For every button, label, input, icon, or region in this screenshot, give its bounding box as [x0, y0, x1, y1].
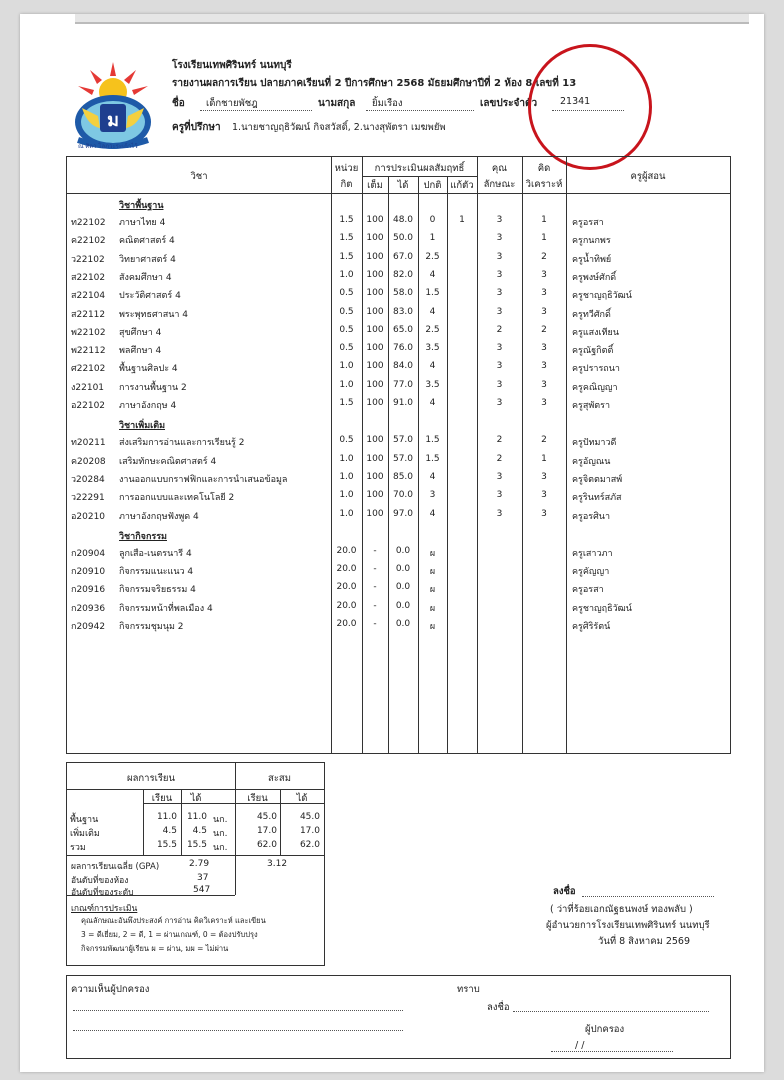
summary-title-accum: สะสม: [268, 773, 291, 784]
cell-got: 0.0: [395, 564, 411, 575]
rank-level-value: 547: [193, 885, 211, 895]
cell-normal: 2.5: [425, 251, 440, 262]
cell-code: ค22102: [71, 236, 106, 247]
name-value: เด็กชายพัชฎ: [206, 98, 258, 109]
cell-normal: 3: [429, 490, 436, 501]
cell-code: ว22102: [71, 254, 105, 265]
cell-name: การออกแบบและเทคโนโลยี 2: [119, 493, 235, 504]
cell-credit: 20.0: [336, 600, 357, 611]
cell-normal: ผ: [429, 567, 436, 578]
director-position: ผู้อำนวยการโรงเรียนเทพศิรินทร์ นนทบุรี: [546, 920, 710, 931]
cell-credit: 20.0: [336, 545, 357, 556]
parent-box: [66, 975, 731, 1059]
cell-name: เสริมทักษะคณิตศาสตร์ 4: [119, 456, 217, 467]
criteria-line-1: คุณลักษณะอันพึงประสงค์ การอ่าน คิดวิเคราะห์ และเขียน: [81, 916, 266, 925]
cell-got: 97.0: [392, 508, 414, 519]
parent-role: ผู้ปกครอง: [585, 1024, 625, 1035]
cell-normal: 4: [429, 471, 436, 482]
cell-teacher: ครูคัญญา: [572, 567, 610, 578]
cell-credit: 20.0: [336, 564, 357, 575]
cell-name: กิจกรรมจริยธรรม 4: [119, 585, 196, 596]
cell-trait: 3: [496, 215, 503, 225]
cell-normal: ผ: [429, 603, 436, 614]
surname-underline: [366, 110, 474, 111]
cell-name: ภาษาอังกฤษฟังพูด 4: [119, 511, 199, 522]
summary-accum-col-got: ได้: [296, 793, 308, 804]
cell-think: 1: [541, 215, 547, 225]
director-name: ( ว่าที่ร้อยเอกณัฐธนพงษ์ ทองพลับ ): [550, 904, 693, 915]
summary-cell-study: 4.5: [162, 826, 177, 836]
cell-full: 100: [366, 306, 384, 317]
cell-fix: 1: [459, 215, 465, 225]
cell-think: 3: [541, 508, 547, 519]
table-row: [67, 469, 730, 487]
cell-normal: 4: [429, 306, 436, 317]
cell-got: 58.0: [392, 288, 414, 299]
surname-value: ยิ้มเรือง: [372, 98, 403, 109]
cell-name: การงานพื้นฐาน 2: [119, 382, 187, 393]
header-trait-top: คุณ: [491, 163, 508, 174]
cell-code: ส22102: [71, 272, 106, 283]
cell-code: พ22112: [71, 346, 106, 357]
cell-got: 48.0: [392, 215, 414, 225]
red-circle-annotation: [528, 44, 652, 170]
parent-ack-label: ทราบ: [457, 984, 480, 995]
cell-think: 3: [541, 471, 547, 482]
cell-credit: 1.0: [339, 269, 354, 280]
table-row: [67, 304, 730, 322]
cell-teacher: ครูศิริรัตน์: [572, 622, 611, 632]
cell-name: ประวัติศาสตร์ 4: [119, 291, 181, 302]
cell-think: 3: [541, 288, 547, 299]
cell-trait: 3: [496, 251, 503, 262]
cell-full: -: [373, 582, 377, 593]
cell-credit: 1.0: [339, 361, 354, 372]
cell-think: 2: [541, 251, 547, 262]
cell-full: 100: [366, 324, 384, 335]
gpa-label: ผลการเรียนเฉลี่ย (GPA): [71, 862, 160, 872]
cell-trait: 3: [496, 471, 503, 482]
header-normal: ปกติ: [423, 180, 442, 191]
cell-full: -: [373, 600, 377, 611]
header-credit-bottom: กิต: [340, 179, 353, 190]
cell-got: 77.0: [392, 379, 414, 390]
cell-teacher: ครูอรสา: [572, 585, 604, 596]
summary-box: [66, 762, 325, 966]
cell-normal: 3.5: [425, 343, 440, 354]
signature-date: วันที่ 8 สิงหาคม 2569: [598, 936, 691, 947]
rank-level-label: อันดับที่ของระดับ: [71, 888, 134, 898]
summary-cell-unit: นก.: [213, 843, 228, 853]
cell-teacher: ครูอัญณน: [572, 456, 611, 467]
summary-cell-study: 15.5: [156, 840, 177, 850]
cell-trait: 3: [496, 269, 503, 280]
cell-code: ค20208: [71, 456, 106, 467]
table-row: [67, 506, 730, 524]
table-row: [67, 432, 730, 450]
cell-trait: 2: [496, 324, 503, 335]
cell-trait: 3: [496, 343, 503, 354]
cell-teacher: ครูคณิญญา: [572, 382, 618, 393]
cell-trait: 2: [496, 453, 503, 464]
cell-got: 0.0: [395, 545, 411, 556]
summary-cell-label: พื้นฐาน: [70, 815, 99, 825]
parent-opinion-line-2: [73, 1030, 403, 1031]
cell-credit: 0.5: [339, 324, 354, 335]
cell-trait: 3: [496, 508, 503, 519]
summary-cell-acc_got: 62.0: [299, 840, 320, 850]
cell-got: 0.0: [395, 619, 411, 629]
group-title: วิชากิจกรรม: [119, 531, 167, 542]
cell-code: อ22102: [71, 401, 106, 411]
cell-code: ว20284: [71, 474, 105, 485]
parent-date-line: [551, 1051, 673, 1052]
summary-cell-acc_study: 62.0: [256, 840, 277, 850]
cell-normal: 2.5: [425, 324, 440, 335]
summary-cell-acc_study: 17.0: [256, 826, 277, 836]
cell-teacher: ครูทวีศักดิ์: [572, 309, 611, 320]
cell-credit: 1.0: [339, 453, 354, 464]
school-name: โรงเรียนเทพศิรินทร์ นนทบุรี: [172, 60, 292, 71]
summary-rows: [67, 811, 324, 855]
cell-code: ท20211: [71, 438, 106, 449]
cell-full: 100: [366, 508, 384, 519]
cell-trait: 3: [496, 398, 503, 408]
cell-credit: 1.5: [339, 251, 354, 262]
cell-think: 3: [541, 398, 547, 408]
page-top-edge: [75, 14, 749, 24]
gpa-accum-value: 3.12: [267, 859, 288, 869]
cell-teacher: ครูอรศินา: [572, 511, 611, 522]
cell-full: 100: [366, 453, 384, 464]
cell-credit: 0.5: [339, 435, 354, 446]
cell-trait: 3: [496, 288, 503, 299]
cell-teacher: ครูพงษ์ศักดิ์: [572, 272, 617, 283]
header-subject: วิชา: [190, 171, 208, 182]
table-row: [67, 212, 730, 230]
cell-teacher: ครูปัทมาวดี: [572, 438, 617, 449]
cell-code: ก20916: [71, 585, 106, 596]
cell-teacher: ครูแสงเทียน: [572, 327, 619, 338]
cell-credit: 0.5: [339, 306, 354, 317]
cell-name: งานออกแบบกราฟฟิกและการนำเสนอข้อมูล: [119, 474, 288, 485]
cell-full: -: [373, 545, 377, 556]
cell-got: 65.0: [392, 324, 414, 335]
summary-cell-study: 11.0: [156, 812, 177, 822]
report-title: รายงานผลการเรียน ปลายภาคเรียนที่ 2 ปีการศึกษา 2568 มัธยมศึกษาปีที่ 2 ห้อง 8 เลขที่ 13: [172, 78, 577, 89]
table-row: [67, 377, 730, 395]
cell-credit: 0.5: [339, 343, 354, 354]
cell-name: สุขศึกษา 4: [119, 327, 162, 338]
cell-full: 100: [366, 343, 384, 354]
cell-think: 1: [541, 233, 547, 244]
summary-cell-got: 4.5: [192, 826, 207, 836]
cell-got: 91.0: [392, 398, 414, 408]
cell-full: -: [373, 564, 377, 575]
header-assess: การประเมินผลสัมฤทธิ์: [374, 163, 465, 174]
table-row: [67, 249, 730, 267]
cell-name: ภาษาอังกฤษ 4: [119, 401, 177, 411]
cell-normal: ผ: [429, 548, 436, 559]
cell-think: 3: [541, 361, 547, 372]
cell-teacher: ครูรินทร์สภัส: [572, 493, 622, 504]
summary-cell-acc_got: 17.0: [299, 826, 320, 836]
advisor-value: 1.นายชาญฤธิวัฒน์ กิจสวัสดิ์, 2.นางสุพัตรา เมฆพยัพ: [232, 122, 446, 133]
cell-trait: 3: [496, 379, 503, 390]
header-fix: แก้ตัว: [450, 180, 474, 191]
cell-normal: 4: [429, 508, 436, 519]
table-row: [67, 451, 730, 469]
summary-cell-acc_got: 45.0: [299, 812, 320, 822]
cell-full: 100: [366, 398, 384, 408]
table-row: [67, 616, 730, 634]
cell-normal: 3.5: [425, 379, 440, 390]
summary-col-got: ได้: [190, 793, 202, 804]
gpa-value: 2.79: [189, 859, 210, 869]
cell-code: ศ22102: [71, 364, 106, 375]
cell-think: 3: [541, 269, 547, 280]
svg-text:ม: ม: [107, 110, 119, 131]
parent-opinion-line-1: [73, 1010, 403, 1011]
cell-got: 85.0: [392, 471, 414, 482]
summary-cell-unit: นก.: [213, 829, 228, 839]
summary-cell-unit: นก.: [213, 815, 228, 825]
cell-full: 100: [366, 361, 384, 372]
cell-credit: 1.0: [339, 490, 354, 501]
cell-code: ก20936: [71, 603, 106, 614]
cell-name: ลูกเสือ-เนตรนารี 4: [119, 548, 192, 559]
table-row: [67, 358, 730, 376]
criteria-title: เกณฑ์การประเมิน: [71, 904, 138, 914]
cell-teacher: ครูน้ำทิพย์: [572, 254, 612, 265]
cell-name: พื้นฐานศิลปะ 4: [119, 364, 178, 375]
cell-code: ว22291: [71, 493, 105, 504]
cell-teacher: ครูอรสา: [572, 218, 604, 228]
surname-label: นามสกุล: [318, 98, 356, 109]
grades-table: [66, 156, 731, 754]
cell-full: 100: [366, 379, 384, 390]
summary-col-study: เรียน: [151, 793, 173, 804]
name-label: ชื่อ: [172, 98, 185, 109]
summary-accum-col-study: เรียน: [247, 793, 268, 804]
rank-room-value: 37: [197, 873, 209, 883]
cell-got: 57.0: [392, 435, 414, 446]
school-logo: [70, 56, 156, 152]
table-row: [67, 395, 730, 413]
cell-trait: 3: [496, 490, 503, 501]
cell-teacher: ครูสุพัตรา: [572, 401, 611, 411]
cell-full: 100: [366, 435, 384, 446]
cell-code: พ22102: [71, 327, 106, 338]
summary-cell-label: รวม: [70, 843, 86, 853]
cell-trait: 2: [496, 435, 503, 446]
group-title: วิชาเพิ่มเติม: [119, 421, 166, 432]
cell-normal: 1.5: [425, 435, 440, 446]
cell-teacher: ครูเสาวภา: [572, 548, 613, 559]
cell-name: กิจกรรมชุมนุม 2: [119, 622, 184, 632]
cell-normal: 4: [429, 361, 436, 372]
report-paper: [20, 14, 764, 1072]
summary-cell-got: 11.0: [186, 812, 207, 822]
cell-full: 100: [366, 269, 384, 280]
cell-got: 50.0: [392, 233, 414, 244]
cell-teacher: ครูชาญฤธิวัฒน์: [572, 603, 632, 614]
table-row: [67, 230, 730, 248]
cell-think: 3: [541, 306, 547, 317]
cell-code: ง22101: [71, 382, 105, 393]
cell-got: 83.0: [392, 306, 414, 317]
cell-think: 3: [541, 490, 547, 501]
cell-think: 2: [541, 324, 547, 335]
cell-got: 0.0: [395, 582, 411, 593]
cell-normal: 0: [429, 215, 436, 225]
header-credit-top: หน่วย: [334, 163, 359, 174]
cell-normal: 1.5: [425, 453, 440, 464]
cell-name: พระพุทธศาสนา 4: [119, 309, 189, 320]
criteria-line-2: 3 = ดีเยี่ยม, 2 = ดี, 1 = ผ่านเกณฑ์, 0 = ต้องปรับปรุง: [81, 930, 258, 939]
header-teacher: ครูผู้สอน: [630, 171, 666, 182]
cell-name: สังคมศึกษา 4: [119, 272, 172, 283]
cell-credit: 1.0: [339, 471, 354, 482]
cell-normal: 1.5: [425, 288, 440, 299]
header-got: ได้: [397, 180, 409, 191]
cell-full: 100: [366, 490, 384, 501]
table-body: [67, 195, 730, 753]
cell-code: ส22104: [71, 291, 106, 302]
table-row: [67, 598, 730, 616]
cell-got: 82.0: [392, 269, 414, 280]
group-title-row: [67, 195, 730, 213]
cell-normal: ผ: [429, 585, 436, 596]
cell-code: ท22102: [71, 218, 106, 228]
header-full: เต็ม: [367, 180, 383, 191]
cell-full: 100: [366, 215, 384, 225]
cell-code: ก20904: [71, 548, 106, 559]
cell-name: ภาษาไทย 4: [119, 218, 166, 228]
cell-code: ก20910: [71, 567, 106, 578]
cell-credit: 1.0: [339, 379, 354, 390]
cell-name: วิทยาศาสตร์ 4: [119, 254, 176, 265]
group-title-row: [67, 526, 730, 544]
cell-full: -: [373, 619, 377, 629]
summary-row: [67, 825, 324, 839]
cell-credit: 1.5: [339, 215, 354, 225]
table-row: [67, 340, 730, 358]
logo-caption: ณ ศิลา โลภวะระเก้าไว้: [78, 143, 138, 150]
cell-full: 100: [366, 288, 384, 299]
cell-teacher: ครูณัฐกิตติ์: [572, 346, 614, 357]
cell-credit: 20.0: [336, 582, 357, 593]
cell-got: 70.0: [392, 490, 414, 501]
table-row: [67, 267, 730, 285]
advisor-label: ครูที่ปรึกษา: [172, 122, 221, 133]
header-trait-bottom: ลักษณะ: [483, 179, 516, 190]
name-underline: [200, 110, 312, 111]
cell-teacher: ครูชาญฤธิวัฒน์: [572, 291, 632, 302]
cell-full: 100: [366, 233, 384, 244]
director-sign-line: [582, 896, 714, 897]
summary-row: [67, 811, 324, 825]
cell-name: ส่งเสริมการอ่านและการเรียนรู้ 2: [119, 438, 245, 449]
cell-name: คณิตศาสตร์ 4: [119, 236, 175, 247]
director-sign-label: ลงชื่อ: [553, 886, 576, 897]
summary-row: [67, 839, 324, 853]
cell-got: 57.0: [392, 453, 414, 464]
table-row: [67, 322, 730, 340]
cell-normal: 1: [429, 233, 436, 244]
cell-think: 3: [541, 343, 547, 354]
cell-credit: 0.5: [339, 288, 354, 299]
cell-normal: 4: [429, 269, 436, 280]
summary-cell-label: เพิ่มเติม: [70, 829, 100, 839]
cell-name: พลศึกษา 4: [119, 346, 162, 357]
cell-credit: 1.5: [339, 398, 354, 408]
cell-normal: 4: [429, 398, 436, 408]
cell-code: ก20942: [71, 622, 106, 632]
cell-code: ส22112: [71, 309, 106, 320]
cell-teacher: ครูปรารถนา: [572, 364, 620, 375]
table-row: [67, 285, 730, 303]
cell-think: 3: [541, 379, 547, 390]
parent-date-slashes: / /: [575, 1040, 585, 1051]
criteria-line-3: กิจกรรมพัฒนาผู้เรียน ผ = ผ่าน, มผ = ไม่ผ่าน: [81, 944, 229, 953]
cell-name: กิจกรรมหน้าที่พลเมือง 4: [119, 603, 213, 614]
student-id-value: 21341: [560, 96, 591, 107]
cell-trait: 3: [496, 361, 503, 372]
group-title: วิชาพื้นฐาน: [119, 201, 164, 211]
summary-cell-got: 15.5: [186, 840, 207, 850]
cell-trait: 3: [496, 306, 503, 317]
cell-normal: ผ: [429, 622, 436, 632]
cell-credit: 1.0: [339, 508, 354, 519]
cell-credit: 20.0: [336, 619, 357, 629]
cell-got: 84.0: [392, 361, 414, 372]
cell-credit: 1.5: [339, 233, 354, 244]
table-row: [67, 579, 730, 597]
cell-name: กิจกรรมแนะแนว 4: [119, 567, 194, 578]
student-id-label: เลขประจำตัว: [480, 98, 538, 109]
cell-got: 67.0: [392, 251, 414, 262]
summary-cell-acc_study: 45.0: [256, 812, 277, 822]
cell-full: 100: [366, 471, 384, 482]
group-title-row: [67, 415, 730, 433]
table-row: [67, 543, 730, 561]
header-think-bottom: วิเคราะห์: [525, 179, 563, 190]
rank-room-label: อันดับที่ของห้อง: [71, 876, 129, 886]
cell-code: อ20210: [71, 511, 106, 522]
cell-think: 1: [541, 453, 547, 464]
cell-think: 2: [541, 435, 547, 446]
cell-full: 100: [366, 251, 384, 262]
cell-teacher: ครูกนกพร: [572, 236, 611, 247]
header-think-top: คิด: [537, 163, 551, 174]
parent-sign-label: ลงชื่อ: [487, 1002, 510, 1013]
cell-got: 0.0: [395, 600, 411, 611]
cell-teacher: ครูจิตตมาสพ์: [572, 474, 623, 485]
parent-opinion-label: ความเห็นผู้ปกครอง: [71, 984, 150, 995]
summary-title-result: ผลการเรียน: [127, 773, 175, 784]
table-row: [67, 487, 730, 505]
parent-sign-line: [513, 1011, 709, 1012]
cell-got: 76.0: [392, 343, 414, 354]
table-row: [67, 561, 730, 579]
cell-trait: 3: [496, 233, 503, 244]
